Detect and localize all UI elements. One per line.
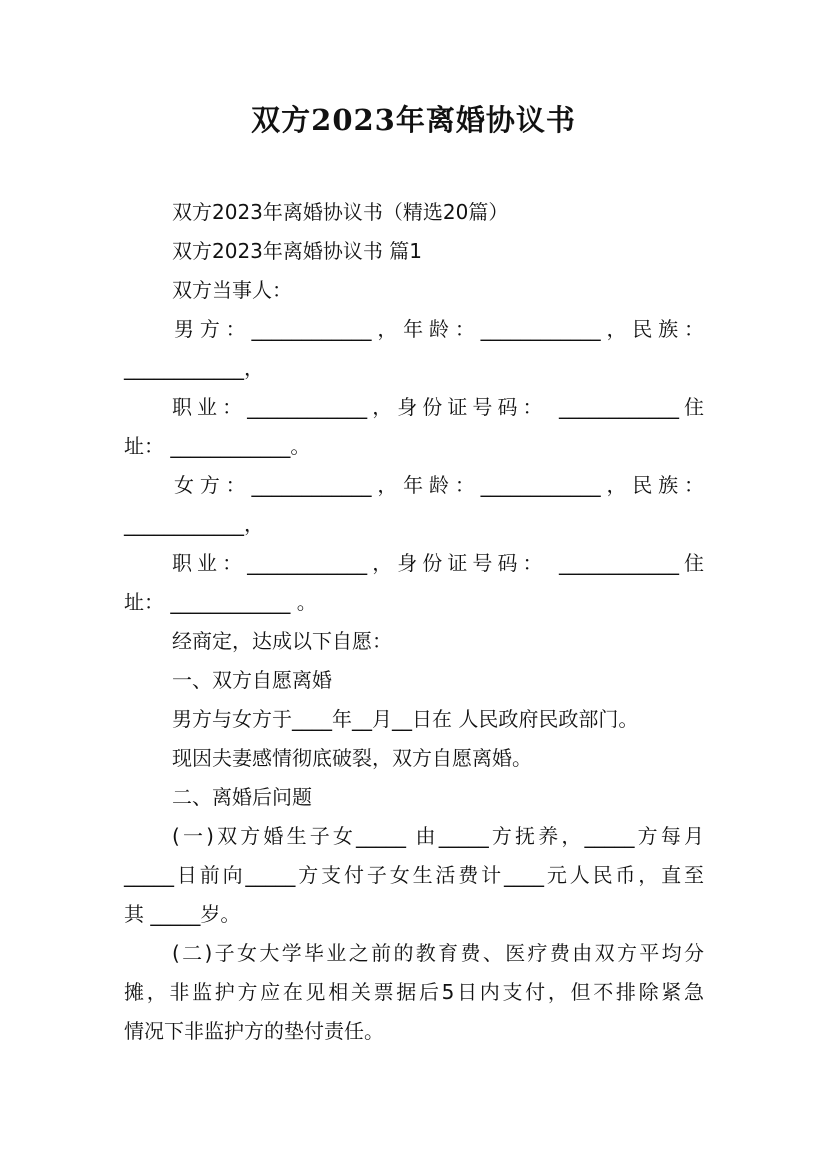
- document-line: 职业：____________，身份证号码： ____________住: [172, 395, 704, 419]
- document-line: 经商定，达成以下自愿：: [172, 629, 392, 653]
- document-line: 现因夫妻感情彻底破裂，双方自愿离婚。: [172, 746, 532, 770]
- document-line: 男方：____________，年龄：____________，民族：: [174, 317, 704, 341]
- document-line: 址： ____________ 。: [124, 590, 317, 614]
- document-line: 二、离婚后问题: [172, 785, 312, 809]
- document-line: 其 _____岁。: [124, 902, 241, 926]
- document-line: 址： ____________。: [124, 434, 311, 458]
- document-line: 男方与女方于____年__月__日在 人民政府民政部门。: [172, 707, 639, 731]
- document-line: 一、双方自愿离婚: [172, 668, 332, 692]
- document-title: 双方2023年离婚协议书: [251, 103, 576, 137]
- document-line: 双方2023年离婚协议书 篇1: [172, 239, 422, 263]
- document-line: 女方：____________，年龄：____________，民族：: [174, 473, 704, 497]
- document-line: 职业：____________，身份证号码： ____________住: [172, 551, 704, 575]
- document-line: ____________，: [124, 512, 264, 536]
- document-line: 双方当事人：: [172, 278, 292, 302]
- document-line: 摊，非监护方应在见相关票据后5日内支付，但不排除紧急: [124, 980, 704, 1004]
- document-line: ____________，: [124, 356, 264, 380]
- document-line: _____日前向_____方支付子女生活费计____元人民币，直至: [124, 863, 704, 887]
- document-line: (二)子女大学毕业之前的教育费、医疗费由双方平均分: [172, 941, 704, 965]
- document-line: 情况下非监护方的垫付责任。: [124, 1019, 384, 1043]
- document-line: (一)双方婚生子女_____ 由_____方抚养，_____方每月: [172, 824, 704, 848]
- document-line: 双方2023年离婚协议书（精选20篇）: [172, 200, 509, 224]
